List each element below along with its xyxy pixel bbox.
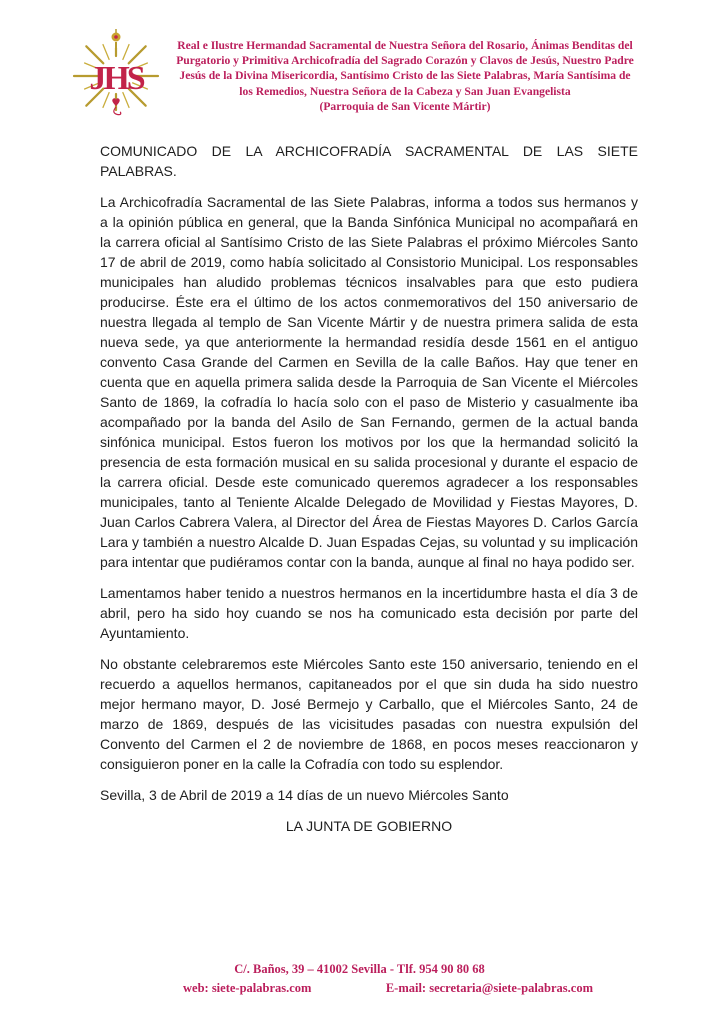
footer-address: C/. Baños, 39 – 41002 Sevilla - Tlf. 954 90 80 68 <box>234 962 485 976</box>
document-body <box>100 141 638 836</box>
emblem-monogram: JHS <box>89 60 143 97</box>
footer-web: web: siete-palabras.com <box>183 981 312 995</box>
letterhead-line: Real e Ilustre Hermandad Sacramental de Nuestra Señora del Rosario, Ánimas Benditas del <box>177 39 633 52</box>
date-line: Sevilla, 3 de Abril de 2019 a 14 días de un nuevo Miércoles Santo <box>100 787 509 803</box>
letterhead <box>138 38 672 114</box>
letterhead-line: (Parroquia de San Vicente Mártir) <box>319 99 491 113</box>
body-paragraph: No obstante celebraremos este Miércoles Santo este 150 aniversario, teniendo en el recuerdo a aquellos hermanos, capitaneados por el que sin duda ha sido nuestro mejor hermano mayor, D. José Bermejo y Carballo, que el Miércoles Santo, 24 de marzo de 1869, después de las vicisitudes pasadas con nuestra expulsión del Convento del Carmen el 2 de noviembre de 1868, en pocos meses reaccionaron y consiguieron poner en la calle la Cofradía con todo su esplendor. <box>100 656 638 772</box>
body-paragraph: La Archicofradía Sacramental de las Siete Palabras, informa a todos sus hermanos y a la opinión pública en general, que la Banda Sinfónica Municipal no acompañará en la carrera oficial al Santísimo Cristo de las Siete Palabras el próximo Miércoles Santo 17 de abril de 2019, como había solicitado al Consistorio Municipal. Los responsables municipales han aludido problemas técnicos insalvables para que esto pudiera producirse. Éste era el último de los actos conmemorativos del 150 aniversario de nuestra llegada al templo de San Vicente Mártir y de nuestra primera salida de esta nueva sede, ya que anteriormente la hermandad residía desde 1561 en el antiguo convento Casa Grande del Carmen en Sevilla de la calle Baños. Hay que tener en cuenta que en aquella primera salida desde la Parroquia de San Vicente el Miércoles Santo de 1869, la cofradía lo hacía solo con el paso de Misterio y casualmente iba acompañado por la banda del Asilo de San Fernando, germen de la actual banda sinfónica municipal. Estos fueron los motivos por los que la hermandad solicitó la presencia de esta formación musical en su salida procesional y durante el espacio de la carrera oficial. Desde este comunicado queremos agradecer a los responsables municipales, tanto al Teniente Alcalde Delegado de Movilidad y Fiestas Mayores, D. Juan Carlos Cabrera Valera, al Director del Área de Fiestas Mayores D. Carlos García Lara y también a nuestro Alcalde D. Juan Espadas Cejas, su voluntad y su implicación para intentar que pudiéramos contar con la banda, aunque al final no haya podido ser. <box>100 194 638 570</box>
letterhead-line: Purgatorio y Primitiva Archicofradía del Sagrado Corazón y Clavos de Jesús, Nuestro Padre <box>176 54 634 68</box>
letterhead-line: Jesús de la Divina Misericordia, Santísimo Cristo de las Siete Palabras, María Santísima de <box>179 69 631 83</box>
document-title: COMUNICADO DE LA ARCHICOFRADÍA SACRAMENTAL DE LAS SIETE PALABRAS. <box>100 143 638 179</box>
body-paragraph: Lamentamos haber tenido a nuestros hermanos en la incertidumbre hasta el día 3 de abril, pero ha sido hoy cuando se nos ha comunicado esta decisión por parte del Ayuntamiento. <box>100 585 638 641</box>
signature-line: LA JUNTA DE GOBIERNO <box>285 818 453 834</box>
footer-email: E-mail: secretaria@siete-palabras.com <box>385 981 593 995</box>
letterhead-line: los Remedios, Nuestra Señora de la Cabeza y San Juan Evangelista <box>239 84 571 98</box>
footer-contact-row <box>183 981 593 996</box>
